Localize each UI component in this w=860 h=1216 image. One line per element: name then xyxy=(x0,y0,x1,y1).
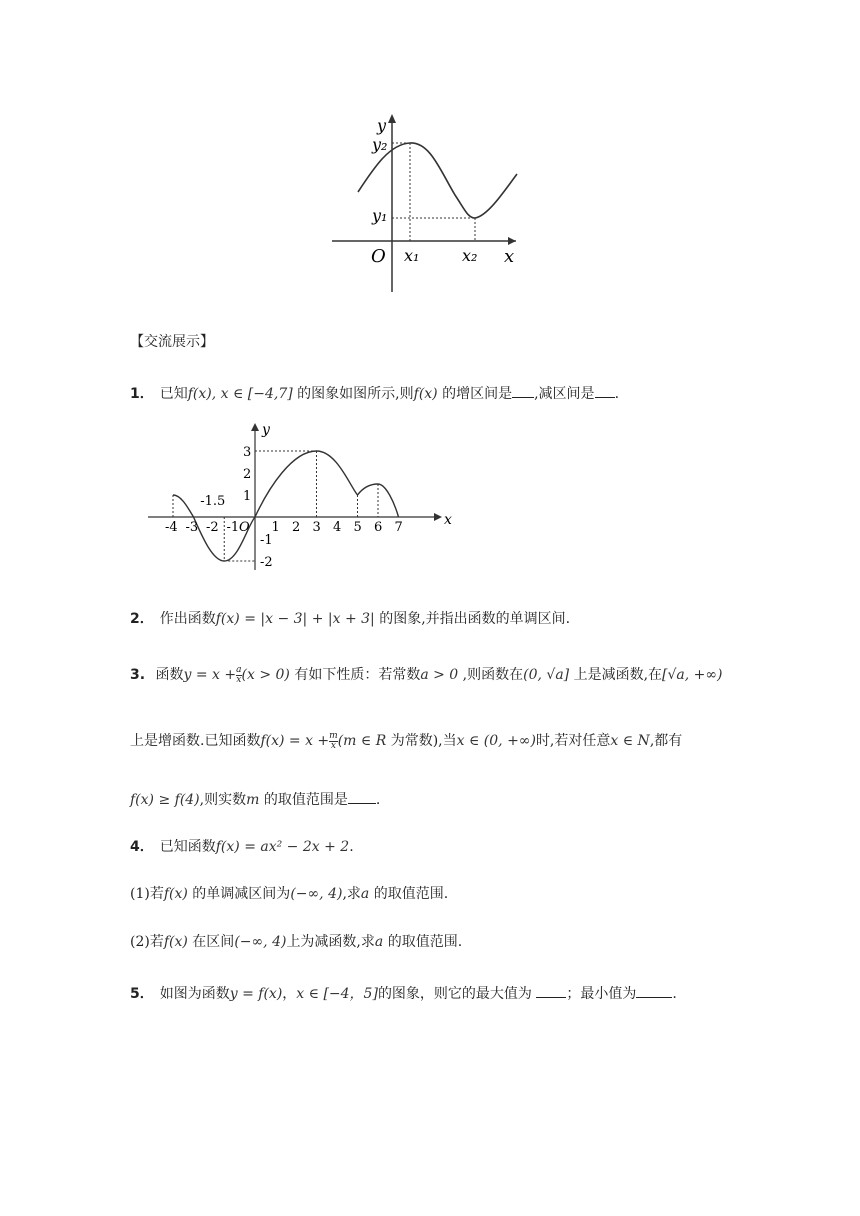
q5-text-2: ， xyxy=(282,986,297,1002)
q3-fraction-1-den: x xyxy=(236,674,242,685)
q3-text-8: ,都有 xyxy=(649,733,683,749)
chart-x-tick-label: 5 xyxy=(353,520,362,535)
q3-text-2: 有如下性质：若常数 xyxy=(289,667,421,683)
top-y-arrow xyxy=(388,114,396,123)
chart-y-label: y xyxy=(262,422,270,438)
chart-x-tick-label: 7 xyxy=(394,520,403,535)
top-label-x: x xyxy=(504,246,515,267)
question-4-part-2 xyxy=(130,931,462,951)
question-5 xyxy=(130,983,677,1003)
q4-p2-math-2: (−∞, 4) xyxy=(234,934,287,950)
q3-fraction-2-num: m xyxy=(329,730,338,741)
question-5-number: 5． xyxy=(130,986,154,1002)
top-label-y1: y₁ xyxy=(372,206,388,225)
q3-text-6: 为常数),当 xyxy=(386,733,457,749)
q1-math-2: f(x) xyxy=(413,386,438,402)
q3-math-7: (m ∈ R xyxy=(337,733,387,749)
q5-blank-2[interactable] xyxy=(636,996,672,998)
chart-y-arrow xyxy=(251,423,259,431)
chart-y-tick-label: -2 xyxy=(260,555,273,570)
q2-math-1: f(x) = |x − 3| + |x + 3| xyxy=(215,611,375,627)
q4-p2-math-3: a xyxy=(374,934,384,950)
q3-math-8: x ∈ (0, +∞) xyxy=(456,733,536,749)
section-heading: 【交流展示】 xyxy=(130,334,214,350)
q3-math-2: (x > 0) xyxy=(241,667,290,683)
question-1-number: 1． xyxy=(130,386,154,402)
q3-text-10: 的取值范围是 xyxy=(259,792,348,808)
q5-math-1: y = f(x) xyxy=(229,986,283,1002)
q2-text-1: 作出函数 xyxy=(159,611,216,627)
q4-p2-text-2: 在区间 xyxy=(187,934,235,950)
q1-text-3: 的增区间是 xyxy=(437,386,513,402)
q3-text-3: ,则函数在 xyxy=(458,667,524,683)
question-1 xyxy=(130,383,619,403)
q1-text-5: . xyxy=(614,386,620,402)
q3-text-5: 上是增函数.已知函数 xyxy=(130,733,261,749)
chart-y-tick-label: 3 xyxy=(243,445,252,460)
q4-math-1: f(x) = ax² − 2x + 2 xyxy=(215,839,350,855)
q3-fraction-2-den: x xyxy=(330,740,336,751)
q3-text-11: . xyxy=(375,792,381,808)
top-label-y2: y₂ xyxy=(372,135,388,154)
question-3-line-1 xyxy=(130,664,723,685)
top-x-arrow xyxy=(508,237,516,245)
chart-x-tick-label: 4 xyxy=(333,520,342,535)
question-4 xyxy=(130,836,354,856)
q5-math-2: x ∈ [−4，5] xyxy=(296,986,378,1002)
q4-p1-text-3: ,求 xyxy=(342,886,361,902)
question-3-number: 3. xyxy=(130,667,146,683)
q3-text-7: 时,若对任意 xyxy=(535,733,611,749)
q4-p1-text-4: 的取值范围. xyxy=(369,886,449,902)
question-2-number: 2． xyxy=(130,611,154,627)
q1-text-1: 已知 xyxy=(159,386,188,402)
question-1-chart xyxy=(140,415,460,580)
top-function-graph xyxy=(320,110,530,300)
q1-text-2: 的图象如图所示,则 xyxy=(292,386,414,402)
chart-special-label: -1.5 xyxy=(200,494,226,509)
chart-x-tick-label: -2 xyxy=(206,520,219,535)
q3-math-5: [√a, +∞) xyxy=(662,667,723,683)
q2-text-2: 的图象,并指出函数的单调区间. xyxy=(374,611,571,627)
chart-x-tick-label: 2 xyxy=(292,520,301,535)
q4-p1-math-2: (−∞, 4) xyxy=(290,886,343,902)
q4-text-1: 已知函数 xyxy=(159,839,216,855)
chart-x-tick-label: -4 xyxy=(165,520,178,535)
q5-blank-1[interactable] xyxy=(536,996,566,998)
q3-fraction-1-num: a xyxy=(236,664,242,675)
q3-text-1: 函数 xyxy=(151,667,184,683)
chart-x-tick-label: 1 xyxy=(271,520,280,535)
q1-text-4: ,减区间是 xyxy=(534,386,595,402)
q1-blank-1[interactable] xyxy=(512,396,534,398)
q3-math-11: m xyxy=(246,792,260,808)
q3-blank[interactable] xyxy=(348,802,376,804)
q5-text-4: ；最小值为 xyxy=(566,986,637,1002)
question-4-number: 4． xyxy=(130,839,154,855)
top-label-origin: O xyxy=(371,246,386,267)
q5-text-5: . xyxy=(672,986,677,1002)
question-2 xyxy=(130,608,570,628)
q4-p2-text-3: 上为减函数,求 xyxy=(286,934,375,950)
q3-math-10: f(x) ≥ f(4) xyxy=(130,792,200,808)
chart-x-arrow xyxy=(434,513,442,521)
q3-math-6: f(x) = x + xyxy=(260,733,330,749)
chart-x-tick-label: -3 xyxy=(185,520,199,535)
q4-p1-math-1: f(x) xyxy=(163,886,188,902)
q3-fraction-2 xyxy=(329,732,338,751)
q4-p2-text-1: (2)若 xyxy=(130,934,164,950)
q3-math-9: x ∈ N xyxy=(610,733,650,749)
chart-y-tick-label: 1 xyxy=(243,489,252,504)
q4-p1-math-3: a xyxy=(360,886,370,902)
q3-text-9: ,则实数 xyxy=(199,792,247,808)
q3-math-3: a > 0 xyxy=(420,667,459,683)
question-3-line-3 xyxy=(130,789,380,809)
chart-x-tick-label: O xyxy=(239,520,250,535)
q4-p1-text-1: (1)若 xyxy=(130,886,164,902)
q3-math-1: y = x + xyxy=(183,667,237,683)
q4-p1-text-2: 的单调减区间为 xyxy=(187,886,291,902)
q5-text-1: 如图为函数 xyxy=(159,986,230,1002)
q4-p2-text-4: 的取值范围. xyxy=(383,934,463,950)
question-3-line-2 xyxy=(130,730,682,751)
q3-text-4: 上是减函数,在 xyxy=(569,667,663,683)
chart-x-label: x xyxy=(444,512,452,528)
chart-x-tick-label: 3 xyxy=(312,520,321,535)
q3-math-4: (0, √a] xyxy=(523,667,570,683)
top-label-y: y xyxy=(377,116,387,135)
top-label-x1: x₁ xyxy=(404,246,420,265)
q4-text-2: . xyxy=(349,839,354,855)
chart-y-tick-label: -1 xyxy=(260,533,273,548)
q5-text-3: 的图象，则它的最大值为 xyxy=(377,986,537,1002)
question-4-part-1 xyxy=(130,883,448,903)
chart-x-tick-label: 6 xyxy=(374,520,383,535)
q1-math-1: f(x), x ∈ [−4,7] xyxy=(187,386,293,402)
chart-x-tick-label: -1 xyxy=(226,520,240,535)
chart-y-tick-label: 2 xyxy=(243,467,252,482)
top-label-x2: x₂ xyxy=(462,246,478,265)
q4-p2-math-1: f(x) xyxy=(163,934,188,950)
q1-blank-2[interactable] xyxy=(595,396,615,398)
